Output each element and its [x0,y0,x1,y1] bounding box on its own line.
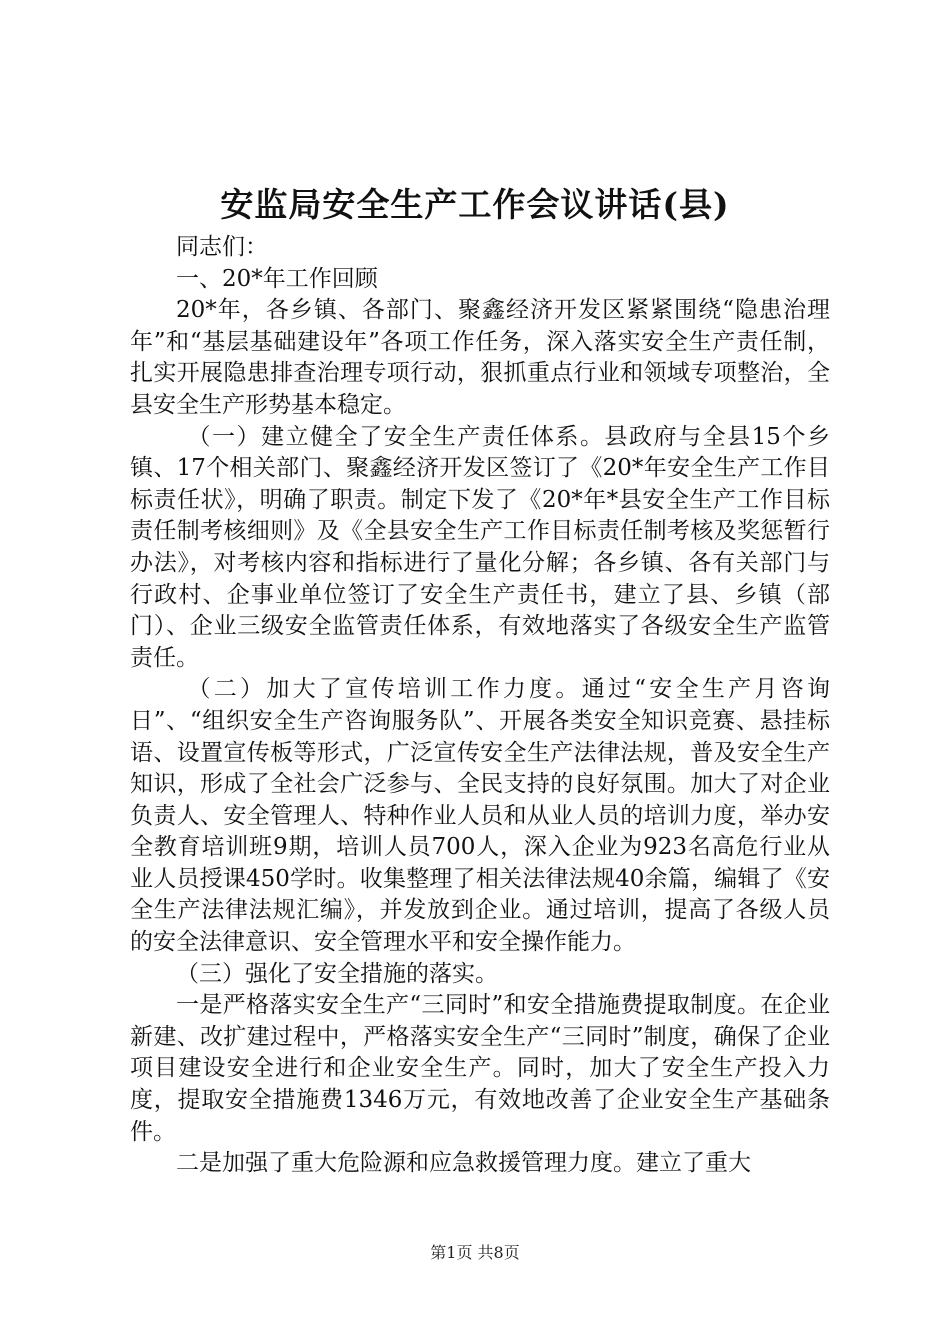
document-body [130,232,830,1180]
paragraph-responsibility-system: （一）建立健全了安全生产责任体系。县政府与全县15个乡镇、17个相关部门、聚鑫经济开发区签订了《20*年安全生产工作目标责任状》，明确了职责。制定下发了《20*年*县安全生产工作目标责任制考核细则》及《全县安全生产工作目标责任制考核及奖惩暂行办法》，对考核内容和指标进行了量化分解；各乡镇、各有关部门与行政村、企事业单位签订了安全生产责任书，建立了县、乡镇（部门）、企业三级安全监管责任体系，有效地落实了各级安全生产监管责任。 [130,423,830,671]
salutation: 同志们： [176,234,268,260]
paragraph-three-simultaneities: 一是严格落实安全生产“三同时”和安全措施费提取制度。在企业新建、改扩建过程中，严格落实安全生产“三同时”制度，确保了企业项目建设安全进行和企业安全生产。同时，加大了安全生产投入力度，提取安全措施费1346万元，有效地改善了企业安全生产基础条件。 [130,992,830,1145]
paragraph-hazard-sources: 二是加强了重大危险源和应急救援管理力度。建立了重大 [176,1150,751,1177]
document-title: 安监局安全生产工作会议讲话(县) [220,185,730,224]
page-footer: 第1页 共8页 [430,1243,520,1262]
section-heading: 一、20*年工作回顾 [176,265,378,292]
paragraph-publicity-training: （二）加大了宣传培训工作力度。通过“安全生产月咨询日”、“组织安全生产咨询服务队”、开展各类安全知识竞赛、悬挂标语、设置宣传板等形式，广泛宣传安全生产法律法规，普及安全生产知识，形成了全社会广泛参与、全民支持的良好氛围。加大了对企业负责人、安全管理人、特种作业人员和从业人员的培训力度，举办安全教育培训班9期，培训人员700人，深入企业为923名高危行业从业人员授课450学时。收集整理了相关法律法规40余篇，编辑了《安全生产法律法规汇编》，并发放到企业。通过培训，提高了各级人员的安全法律意识、安全管理水平和安全操作能力。 [130,676,830,956]
paragraph-overview: 20*年，各乡镇、各部门、聚鑫经济开发区紧紧围绕“隐患治理年”和“基层基础建设年”各项工作任务，深入落实安全生产责任制，扎实开展隐患排查治理专项行动，狠抓重点行业和领域专项整治，全县安全生产形势基本稳定。 [130,297,830,418]
paragraph-safety-measures-heading: （三）强化了安全措施的落实。 [176,960,498,987]
